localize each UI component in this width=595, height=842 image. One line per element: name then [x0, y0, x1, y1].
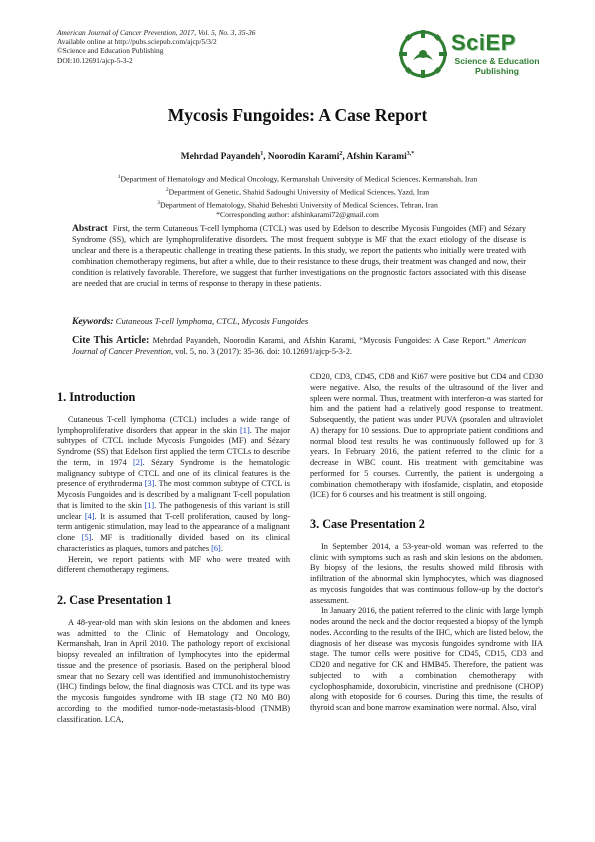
case1-paragraph-cont: CD20, CD3, CD45, CD8 and Ki67 were positive but CD4 and CD30 were negative. Also, the results of the ultrasound of the liver and spleen were normal. Thus, treatment with interferon-α was started for him and the patient had a relatively good response to treatment. Subsequently, the patient was under PUVA (psoralen and ultraviolet A) therapy for 10 sessions. Due to appropriate patient conditions and normal blood test results he was continuously followed up for 3 years. In February 2016, the patient referred to the clinic for a decrease in WBC count. His treatment with gemcitabine was performed for 5 courses. Currently, the patient is undergoing a combination chemotherapy with ifosfamide, cisplatin, and etoposide (ICE) for 6 courses and his treatment is still ongoing.	[310, 372, 543, 500]
author-sup: 3,*	[406, 151, 415, 157]
affiliation	[40, 172, 555, 185]
case2-paragraph-2: In January 2016, the patient referred to the clinic with large lymph nodes around the neck and the doctor requested a biopsy of the lymph nodes. According to the results of the IHC, which are listed below, the diagnosis of her disease was mycosis fungoides syndrome with IIA stage. The tumor cells were positive for CD45, CD15, CD3 and CD20 and negative for CK and HMB45. Therefore, the patient was subjected to with a combination chemotherapy with cyclophosphamide, doxorubicin, vincristine and prednisone (CHOP) along with etoposide for 6 courses. During this time, the results of thyroid scan and bone marrow examination were normal. Also, viral	[310, 606, 543, 712]
author-list: Mehrdad Payandeh$^1$, Noorodin Karami$^2$, Afshin Karami$^{3,*}$	[180, 151, 415, 163]
citation-link[interactable]: [6]	[211, 543, 221, 553]
logo-subtitle	[449, 56, 545, 76]
header-meta	[57, 28, 417, 65]
citation-link[interactable]: [1]	[144, 500, 155, 510]
sciep-logo	[397, 26, 547, 82]
right-column	[310, 372, 543, 714]
intro-paragraph-2: Herein, we report patients with MF who were treated with different chemotherapy regimens.	[57, 554, 290, 575]
logo-sub-line-2: Publishing	[475, 66, 519, 76]
logo-sub-line-1: Science & Education	[454, 56, 540, 66]
cite-label: Cite This Article:	[72, 335, 150, 346]
abstract-text: First, the term Cutaneous T-cell lymphoma (CTCL) was used by Edelson to describe Mycosis Fungoides (MF) and Sézary Syndrome (SS), which are lymphoproliferative disorders. The most frequent subtype is MF that the exact etiology of the disease is unclear and there is a therapeutic challenge in treating these patients. In this study, we report the patients who initially were treated with combination chemotherapy regimens, but after a while, due to their resistance to these drugs, their treatment was changed and now, their condition is relatively favorable. Therefore, we suggest that further investigations on the prognostic factors associated with this disease are needed that are crucial in terms of response to therapy in these patients.	[72, 224, 527, 288]
logo-wordmark: SciEP	[451, 30, 516, 55]
publisher-emblem-icon	[397, 26, 449, 82]
abstract	[72, 224, 526, 289]
affiliation-text: Department of Hematology, Shahid Beheshti University of Medical Sciences, Tehran, Iran	[159, 200, 438, 210]
case2-paragraph-1: In September 2014, a 53-year-old woman was referred to the clinic with symptoms such as rash and skin lesions on the abdomen. By biopsy of the lesions, the results showed mild fibrosis with infiltration of the abnormal skin lymphocytes, which was diagnosed as mycosis fungoides that was continuous follow-up by the doctor's assessment.	[310, 541, 543, 605]
corresponding-author[interactable]: *Corresponding author: afshinkarami72@gmail.com	[216, 210, 379, 220]
abstract-label: Abstract	[72, 223, 108, 234]
case1-paragraph-1: A 48-year-old man with skin lesions on the abdomen and knees was admitted to the Clinic of Hematology and Oncology, Kermanshah, Iran in April 2010. The pathology report of excisional biopsy revealed an infiltration of lymphocytes into the epidermal tissue and the presence of psoriasis. Based on the peripheral blood smear that no Sezary cell was identified and immunohistochemistry (IHC) findings below, the final diagnosis was CTCL and its type was the mycosis fungoides syndrome with IB stage (T2 N0 M0 B0) according to the modified tumor-node-metastasis-blood (TNMB) classification. LCA,	[57, 617, 290, 724]
section-heading-introduction: 1. Introduction	[57, 390, 136, 404]
affiliation-text: Department of Genetic, Shahid Sadoughi University of Medical Sciences, Yazd, Iran	[168, 187, 430, 197]
journal-line: American Journal of Cancer Prevention, 2017, Vol. 5, No. 3, 35-36	[57, 28, 256, 37]
publisher-line: ©Science and Education Publishing	[57, 46, 164, 56]
author-name: Mehrdad Payandeh	[180, 152, 261, 163]
citation-link[interactable]: [1]	[240, 425, 250, 435]
affiliations	[40, 172, 555, 221]
cite-journal: American Journal of Cancer Prevention	[72, 336, 526, 356]
author-name: Afshin Karami	[346, 152, 407, 163]
left-column	[57, 372, 290, 725]
section-heading-case-2: 3. Case Presentation 2	[310, 517, 425, 531]
doi-line[interactable]: DOI:10.12691/ajcp-5-3-2	[57, 55, 133, 65]
affiliation-sup: 3	[157, 199, 160, 206]
citation-link[interactable]: [4]	[84, 511, 95, 521]
section-heading-case-1: 2. Case Presentation 1	[57, 593, 172, 607]
citation-link[interactable]: [3]	[144, 479, 155, 489]
affiliation	[40, 198, 555, 211]
author-sup: 2	[339, 151, 343, 157]
citation-link[interactable]: [2]	[132, 457, 143, 467]
author-sup: 1	[260, 151, 264, 157]
author-name: Noorodin Karami	[267, 152, 340, 163]
keywords-text: Cutaneous T-cell lymphoma, CTCL, Mycosis Fungoides	[115, 316, 309, 326]
affiliation-text: Department of Hematology and Medical Oncology, Kermanshah University of Medical Sciences, Kermanshah, Iran	[120, 174, 478, 184]
cite-text: Mehrdad Payandeh, Noorodin Karami, and Afshin Karami, “Mycosis Fungoides: A Case Report.”	[152, 336, 491, 345]
citation-link[interactable]: [5]	[81, 533, 92, 542]
intro-paragraph-1: Cutaneous T-cell lymphoma (CTCL) includes a wide range of lymphoproliferative disorders that appear in the skin [1]. The major subtypes of CTCL include Mycosis Fungoides (MF) and Sézary Syndrome (SS) that Edelson first applied the term CTCLs to describe the term, in 1974 [2]. Sézary Syndrome is the hematologic malignancy subtype of CTCL and one of its clinical features is the presence of erythroderma [3]. The most common subtype of CTCL is Mycosis Fungoides and is described by a malignant T-cell population that is limited to the skin [1]. The pathogenesis of this variant is still unclear [4]. It is assumed that T-cell proliferation, caused by long-term antigenic stimulation, may lead to the appearance of a malignant clone [5]. MF is traditionally divided based on its clinical characteristics as plaques, tumors and patches [6].	[57, 414, 290, 553]
citation	[72, 335, 526, 357]
url-line[interactable]: Available online at http://pubs.sciepub.com/ajcp/5/3/2	[57, 37, 217, 47]
keywords-label: Keywords	[72, 316, 111, 327]
affiliation-sup: 2	[165, 186, 169, 193]
keywords: Keywords: Cutaneous T-cell lymphoma, CTCL, Mycosis Fungoides	[72, 316, 309, 327]
affiliation	[40, 185, 555, 198]
affiliation-sup: 1	[117, 174, 121, 180]
paper-title: Mycosis Fungoides: A Case Report	[167, 105, 428, 125]
cite-text-after: , vol. 5, no. 3 (2017): 35-36. doi: 10.12691/ajcp-5-3-2.	[171, 347, 352, 356]
